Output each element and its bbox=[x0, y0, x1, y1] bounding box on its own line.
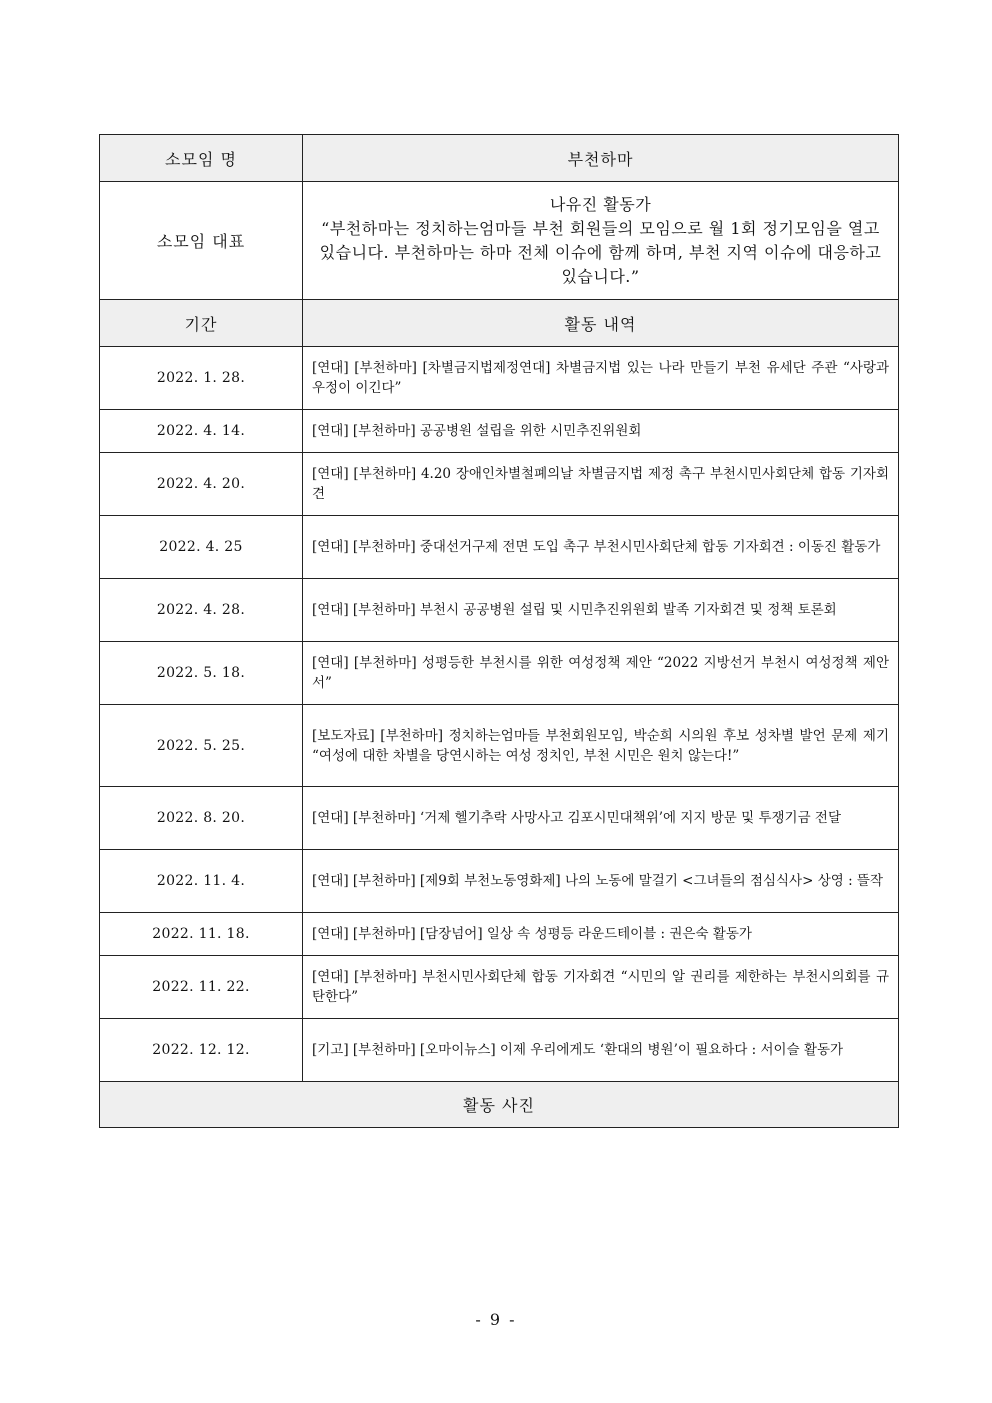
table-row bbox=[100, 913, 899, 956]
activity-date: 2022. 5. 18. bbox=[100, 642, 303, 705]
activity-description: [연대] [부천하마] ‘거제 헬기추락 사망사고 김포시민대책위’에 지지 방문 및 투쟁기금 전달 bbox=[303, 787, 899, 850]
activity-description: [보도자료] [부천하마] 정치하는엄마들 부천회원모임, 박순희 시의원 후보 성차별 발언 문제 제기 “여성에 대한 차별을 당연시하는 여성 정치인, 부천 시민은 원치 않는다!” bbox=[303, 705, 899, 787]
activity-header: 활동 내역 bbox=[303, 300, 899, 347]
representative-label: 소모임 대표 bbox=[100, 182, 303, 300]
activity-date: 2022. 11. 18. bbox=[100, 913, 303, 956]
table-row bbox=[100, 410, 899, 453]
table-row bbox=[100, 787, 899, 850]
representative-description: “부천하마는 정치하는엄마들 부천 회원들의 모임으로 월 1회 정기모임을 열고 있습니다. 부천하마는 하마 전체 이슈에 함께 하며, 부천 지역 이슈에 대응하고 있습니다.” bbox=[319, 218, 882, 286]
activity-date: 2022. 1. 28. bbox=[100, 347, 303, 410]
table-row bbox=[100, 642, 899, 705]
activity-description: [연대] [부천하마] 공공병원 설립을 위한 시민추진위원회 bbox=[303, 410, 899, 453]
group-activity-table bbox=[99, 134, 899, 1128]
activity-date: 2022. 12. 12. bbox=[100, 1019, 303, 1082]
activity-date: 2022. 4. 28. bbox=[100, 579, 303, 642]
activity-description: [연대] [부천하마] 성평등한 부천시를 위한 여성정책 제안 “2022 지방선거 부천시 여성정책 제안서” bbox=[303, 642, 899, 705]
table-row bbox=[100, 579, 899, 642]
activity-description: [연대] [부천하마] [담장넘어] 일상 속 성평등 라운드테이블 : 권은숙 활동가 bbox=[303, 913, 899, 956]
table-row bbox=[100, 516, 899, 579]
activity-description: [연대] [부천하마] 4.20 장애인차별철폐의날 차별금지법 제정 촉구 부천시민사회단체 합동 기자회견 bbox=[303, 453, 899, 516]
table-row bbox=[100, 956, 899, 1019]
activity-date: 2022. 4. 25 bbox=[100, 516, 303, 579]
page-number: - 9 - bbox=[475, 1310, 517, 1329]
group-name-row bbox=[100, 135, 899, 182]
activity-description: [연대] [부천하마] 부천시민사회단체 합동 기자회견 “시민의 알 권리를 제한하는 부천시의회를 규탄한다” bbox=[303, 956, 899, 1019]
table-row bbox=[100, 705, 899, 787]
column-header-row bbox=[100, 300, 899, 347]
table-row bbox=[100, 1019, 899, 1082]
activity-date: 2022. 11. 22. bbox=[100, 956, 303, 1019]
table-row bbox=[100, 850, 899, 913]
period-header: 기간 bbox=[100, 300, 303, 347]
activity-description: [연대] [부천하마] [차별금지법제정연대] 차별금지법 있는 나라 만들기 부천 유세단 주관 “사랑과 우정이 이긴다” bbox=[303, 347, 899, 410]
table-row bbox=[100, 347, 899, 410]
activity-description: [연대] [부천하마] 중대선거구제 전면 도입 촉구 부천시민사회단체 합동 기자회견 : 이동진 활동가 bbox=[303, 516, 899, 579]
activity-date: 2022. 4. 20. bbox=[100, 453, 303, 516]
activity-date: 2022. 5. 25. bbox=[100, 705, 303, 787]
group-name-label: 소모임 명 bbox=[100, 135, 303, 182]
activity-photos-header: 활동 사진 bbox=[100, 1082, 899, 1128]
activity-date: 2022. 4. 14. bbox=[100, 410, 303, 453]
activity-date: 2022. 11. 4. bbox=[100, 850, 303, 913]
activity-description: [연대] [부천하마] 부천시 공공병원 설립 및 시민추진위원회 발족 기자회견 및 정책 토론회 bbox=[303, 579, 899, 642]
group-name-value: 부천하마 bbox=[303, 135, 899, 182]
activity-date: 2022. 8. 20. bbox=[100, 787, 303, 850]
representative-name: 나유진 활동가 bbox=[549, 194, 652, 214]
table-row bbox=[100, 453, 899, 516]
photos-header-row bbox=[100, 1082, 899, 1128]
representative-cell bbox=[303, 182, 899, 300]
representative-row bbox=[100, 182, 899, 300]
activity-description: [기고] [부천하마] [오마이뉴스] 이제 우리에게도 ‘환대의 병원’이 필요하다 : 서이슬 활동가 bbox=[303, 1019, 899, 1082]
activity-description: [연대] [부천하마] [제9회 부천노동영화제] 나의 노동에 말걸기 <그녀들의 점심식사> 상영 : 뜰작 bbox=[303, 850, 899, 913]
